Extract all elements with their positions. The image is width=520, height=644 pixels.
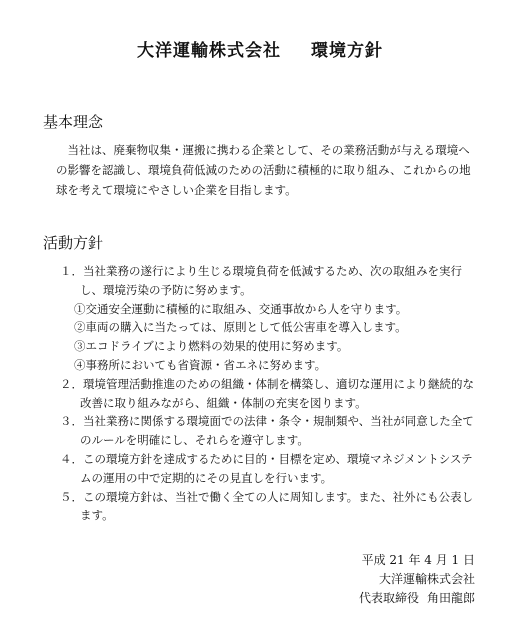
policy-subitem-1: ①交通安全運動に積極的に取組み、交通事故から人を守ります。 (74, 301, 408, 316)
policy-item-2: ２．環境管理活動推進のための組織・体制を構築し、適切な運用により継続的な改善に取り組みながら、組織・体制の充実を図ります。 (60, 376, 474, 410)
policy-subitem-2: ②車両の購入に当たっては、原則として低公害車を導入します。 (74, 320, 407, 335)
policy-item-5: ５．この環境方針は、当社で働く全ての人に周知します。また、社外にも公表します。 (60, 489, 474, 523)
signature-role: 代表取締役 (358, 591, 419, 605)
section-heading-policy: 活動方針 (43, 234, 104, 252)
title-doc: 環境方針 (311, 41, 383, 61)
signature-date: 平成 21 年 4 月 1 日 (361, 553, 475, 567)
policy-subitem-4: ④事務所においても省資源・省エネに努めます。 (74, 357, 327, 372)
policy-item-4: ４．この環境方針を達成するために目的・目標を定め、環境マネジメントシステムの運用の中で定期的にその見直しを行います。 (60, 451, 473, 485)
policy-list (60, 262, 480, 525)
policy-subitem-3: ③エコドライブにより燃料の効果的使用に努めます。 (74, 339, 349, 354)
policy-item-3: ３．当社業務に関係する環境面での法律・条令・規制類や、当社が同意した全てのルールを明確にし、それらを遵守します。 (60, 414, 474, 448)
page-title (0, 36, 520, 61)
section-heading-philosophy: 基本理念 (43, 113, 104, 131)
signature-name: 角田龍郎 (426, 591, 475, 605)
philosophy-text: 当社は、廃棄物収集・運搬に携わる企業として、その業務活動が与える環境への影響を認識し、環境負荷低減のための活動に積極的に取り組み、これからの地球を考えて環境にやさしい企業を目指します。 (56, 143, 471, 197)
title-company: 大洋運輸株式会社 (137, 41, 281, 61)
signature-company: 大洋運輸株式会社 (378, 572, 475, 586)
policy-item-1: １．当社業務の遂行により生じる環境負荷を低減するため、次の取組みを実行し、環境汚染の予防に努めます。 (60, 264, 463, 297)
signature-person (359, 589, 475, 608)
signature-block (359, 551, 475, 608)
